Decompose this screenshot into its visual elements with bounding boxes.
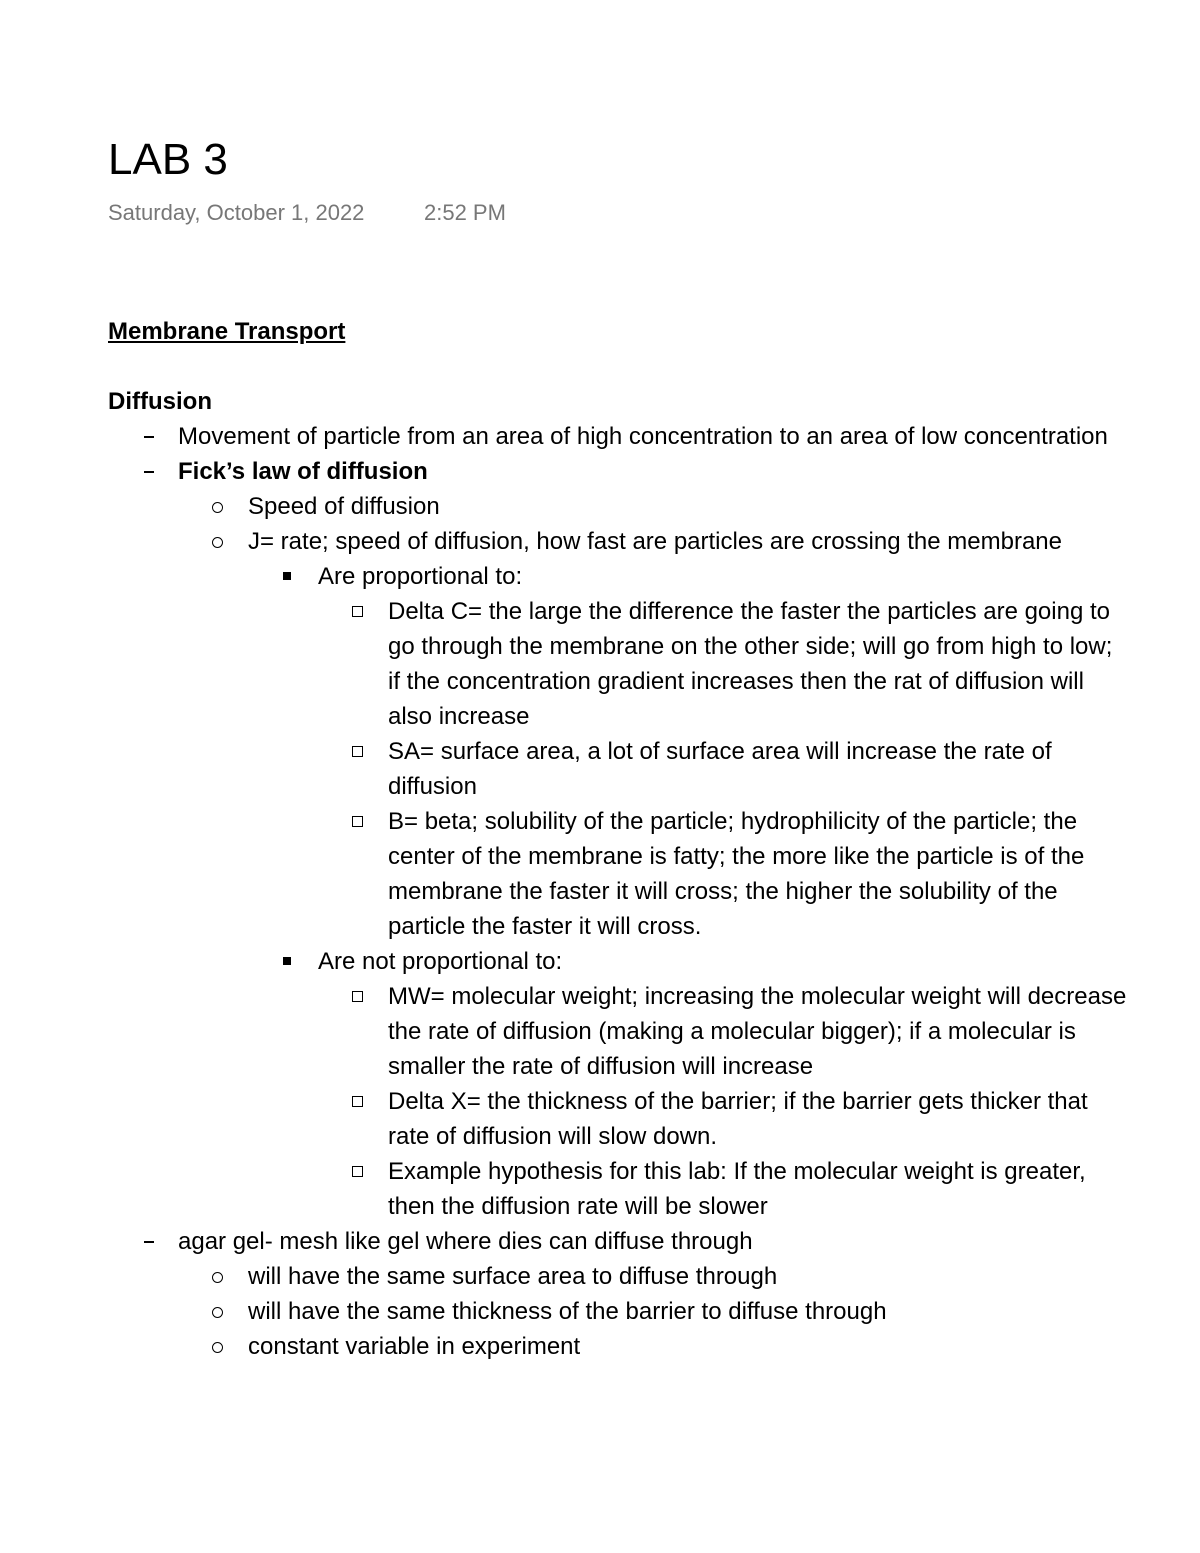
list-item-text: SA= surface area, a lot of surface area will increase the rate of diffusion	[388, 738, 1052, 800]
list-item	[108, 419, 1128, 454]
note-body	[108, 314, 1128, 1364]
note-time: 2:52 PM	[424, 200, 506, 225]
list-item	[178, 1294, 1128, 1329]
list-item	[248, 559, 1128, 944]
note-date: Saturday, October 1, 2022	[108, 200, 365, 225]
list-item-text: constant variable in experiment	[248, 1333, 581, 1360]
hollow-square-bullet-icon	[342, 1084, 372, 1119]
list-item	[178, 489, 1128, 524]
hollow-square-bullet-icon	[342, 979, 372, 1014]
list-item-text: Delta X= the thickness of the barrier; if the barrier gets thicker that rate of diffusion will slow down.	[388, 1088, 1088, 1150]
list-item	[318, 734, 1128, 804]
list-item-text: Are not proportional to:	[318, 948, 563, 975]
note-timestamp	[108, 198, 506, 228]
list-item	[318, 979, 1128, 1084]
sub-list	[318, 594, 1128, 944]
sub-list	[178, 1259, 1128, 1364]
dash-bullet-icon	[134, 1224, 164, 1259]
list-item	[178, 1329, 1128, 1364]
list-item	[318, 1084, 1128, 1154]
hollow-circle-bullet-icon	[202, 489, 232, 524]
list-item-text: agar gel- mesh like gel where dies can diffuse through	[178, 1228, 753, 1255]
list-item-text: Movement of particle from an area of high concentration to an area of low concentration	[178, 423, 1108, 450]
list-item	[178, 1259, 1128, 1294]
list-item-text: Fick’s law of diffusion	[178, 458, 428, 485]
dash-bullet-icon	[134, 454, 164, 489]
list-item	[108, 1224, 1128, 1364]
list-item-text: Speed of diffusion	[248, 493, 440, 520]
list-item	[318, 1154, 1128, 1224]
page-title: LAB 3	[108, 135, 228, 184]
subheading-diffusion: Diffusion	[108, 388, 212, 415]
hollow-square-bullet-icon	[342, 594, 372, 629]
hollow-circle-bullet-icon	[202, 1294, 232, 1329]
dash-bullet-icon	[134, 419, 164, 454]
list-item	[318, 594, 1128, 734]
hollow-square-bullet-icon	[342, 734, 372, 769]
outline-list	[108, 419, 1128, 1364]
list-item-text: Are proportional to:	[318, 563, 523, 590]
list-item	[178, 524, 1128, 1224]
list-item-text: Example hypothesis for this lab: If the molecular weight is greater, then the diffusion rate will be slower	[388, 1158, 1086, 1220]
hollow-square-bullet-icon	[342, 804, 372, 839]
list-item-text: will have the same surface area to diffuse through	[248, 1263, 778, 1290]
section-title: Membrane Transport	[108, 318, 346, 345]
hollow-circle-bullet-icon	[202, 524, 232, 559]
list-item-text: J= rate; speed of diffusion, how fast are particles are crossing the membrane	[248, 528, 1062, 555]
list-item-text: will have the same thickness of the barrier to diffuse through	[248, 1298, 887, 1325]
hollow-square-bullet-icon	[342, 1154, 372, 1189]
hollow-circle-bullet-icon	[202, 1259, 232, 1294]
sub-list	[178, 489, 1128, 1224]
list-item-text: B= beta; solubility of the particle; hydrophilicity of the particle; the center of the membrane is fatty; the more like the particle is of the membrane the faster it will cross; the higher the solubility of the particle the faster it will cross.	[388, 808, 1085, 940]
list-item	[248, 944, 1128, 1224]
hollow-circle-bullet-icon	[202, 1329, 232, 1364]
list-item	[108, 454, 1128, 1224]
list-item-text: Delta C= the large the difference the faster the particles are going to go through the membrane on the other side; will go from high to low; if the concentration gradient increases then the rat of diffusion will also increase	[388, 598, 1113, 730]
filled-square-bullet-icon	[272, 944, 302, 979]
sub-list	[318, 979, 1128, 1224]
filled-square-bullet-icon	[272, 559, 302, 594]
sub-list	[248, 559, 1128, 1224]
list-item	[318, 804, 1128, 944]
list-item-text: MW= molecular weight; increasing the molecular weight will decrease the rate of diffusion (making a molecular bigger); if a molecular is smaller the rate of diffusion will increase	[388, 983, 1127, 1080]
